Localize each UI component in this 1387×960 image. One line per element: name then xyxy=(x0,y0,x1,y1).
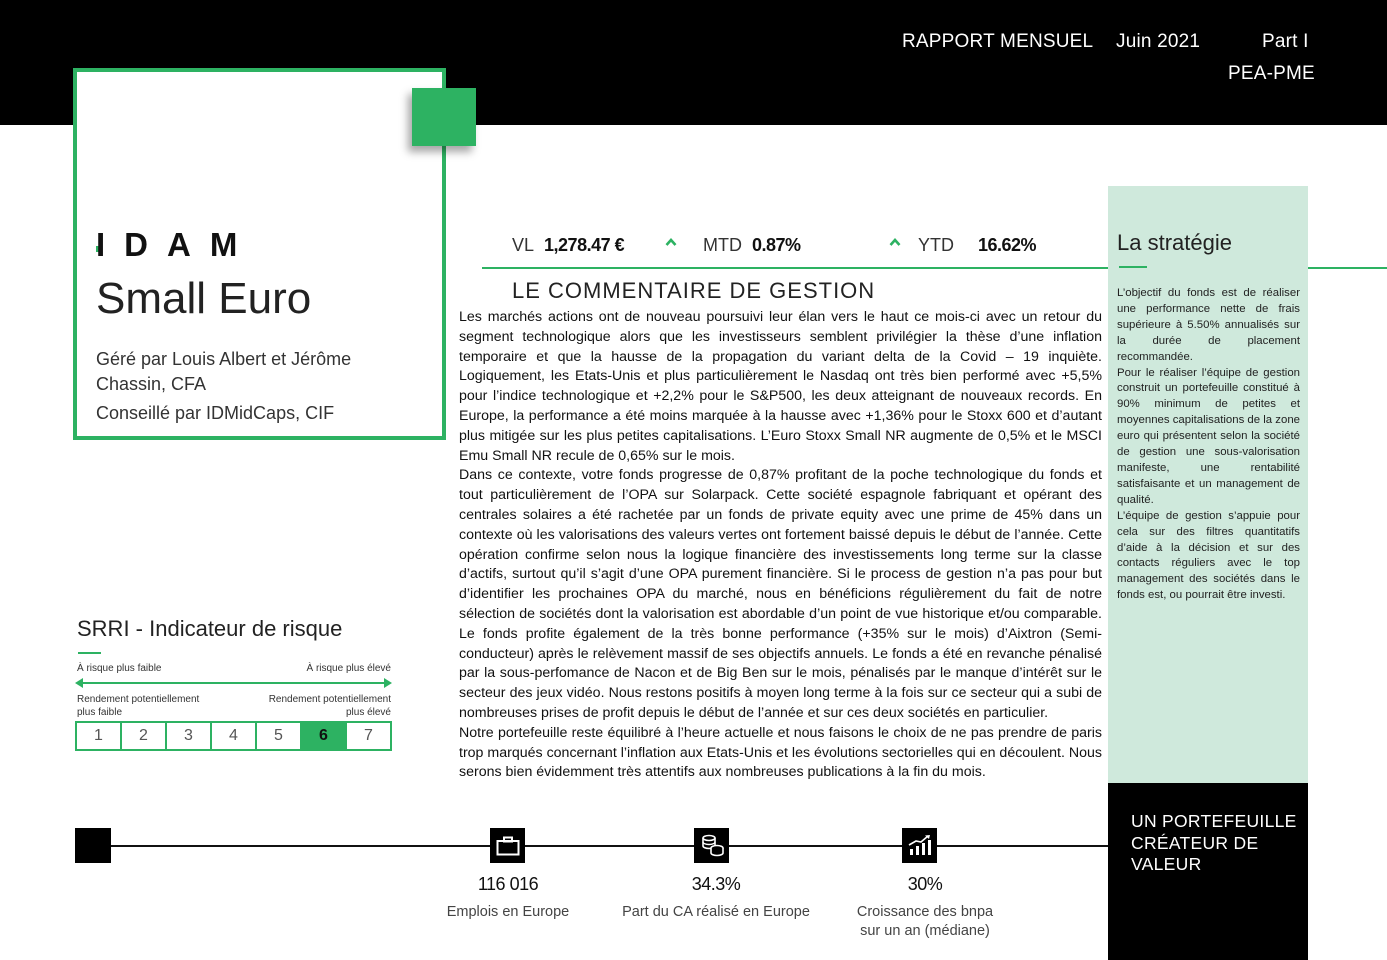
kpi-label: Emplois en Europe xyxy=(446,904,570,920)
coins-icon xyxy=(694,828,729,863)
fund-managers: Géré par Louis Albert et Jérôme Chassin, CFA xyxy=(96,349,352,394)
kpi-label: Part du CA réalisé en Europe xyxy=(622,904,810,920)
decorative-green-square xyxy=(412,88,476,146)
srri-high-return-label: Rendement potentiellement plus élevé xyxy=(268,694,391,718)
stat-mtd xyxy=(703,235,801,256)
strategy-title: La stratégie xyxy=(1117,230,1232,255)
stat-ytd-label: YTD xyxy=(918,235,954,255)
commentary-text xyxy=(459,308,1102,783)
srri-title: SRRI - Indicateur de risque xyxy=(77,616,343,641)
eligibility-label: PEA-PME xyxy=(1228,63,1315,84)
stat-vl-label: VL xyxy=(512,235,535,255)
srri-scale xyxy=(75,721,392,751)
stat-mtd-label: MTD xyxy=(703,235,742,255)
commentary-paragraph: Notre portefeuille reste équilibré à l’heure actuelle et nous faisons le choix de ne pas prendre de paris trop marqués concernant l’inflation aux Etats-Unis et les évolutions sectorielles qui en découlent. Nous serons bien évidemment très attentifs aux nombreuses publications à la fin du mois. xyxy=(459,724,1102,781)
tagline-text: UN PORTEFEUILLE CRÉATEUR DE VALEUR xyxy=(1131,811,1297,874)
strategy-paragraph: Pour le réaliser l’équipe de gestion construit un portefeuille constitué à 90% minimum de petites et moyennes capitalisations de la zone euro qui présentent selon la société de gestion une sous-valorisation manifeste, une rentabilité satisfaisante et un management de qualité. xyxy=(1117,366,1300,506)
srri-level: 1 xyxy=(77,723,122,749)
srri-level: 5 xyxy=(257,723,302,749)
timeline-line xyxy=(110,845,1108,847)
srri-low-return-label: Rendement potentiellement plus faible xyxy=(77,694,200,718)
share-class: Part I xyxy=(1262,31,1309,52)
srri-low-risk-label: À risque plus faible xyxy=(77,663,162,674)
srri-underline xyxy=(78,652,101,654)
stat-vl xyxy=(512,235,624,256)
stat-mtd-value: 0.87% xyxy=(752,235,801,255)
timeline-marker xyxy=(75,828,111,863)
srri-level: 6 xyxy=(302,723,347,749)
briefcase-icon xyxy=(490,828,525,863)
srri-level: 7 xyxy=(364,727,373,744)
strategy-text xyxy=(1117,286,1300,604)
strategy-paragraph: L’objectif du fonds est de réaliser une performance nette de frais supérieure à 5.50% annualisés sur la durée de placement recommandée. xyxy=(1117,287,1300,363)
fund-advisor: Conseillé par IDMidCaps, CIF xyxy=(96,403,335,423)
srri-high-risk-label: À risque plus élevé xyxy=(306,663,391,674)
stat-vl-value: 1,278.47 € xyxy=(544,235,625,255)
report-label: RAPPORT MENSUEL xyxy=(902,31,1094,52)
double-arrow-icon xyxy=(75,677,392,689)
fund-name: Small Euro xyxy=(96,274,312,323)
commentary-paragraph: Dans ce contexte, votre fonds progresse de 0,87% profitant de la poche technologique du fonds et tout particulièrement de l’OPA sur Solarpack. Cette société espagnole fabriquant et opérant des centrales solaires a été rachetée par un fonds de private equity avec une prime de 45% dans un contexte où les valorisations des valeurs vertes ont fortement baissé depuis le début de l’année. Cette opération confirme selon nous la logique financière des investissements long terme sur la classe d’actifs, surtout qu’il s’agit d’une OPA purement financière. Si le process de gestion n’a pas pour but d’identifier les prochaines OPA du marché, nous en bénéficions régulièrement du fait de notre sélection de sociétés dont la valorisation est abordable d’un point de vue historique et/ou comparable. Le fonds profite également de la très bonne performance (+35% sur le mois) d’Aixtron (Semi-conducteur) après le relèvement massif de ses objectifs annuels. Le fonds a été en revanche pénalisé par la sous-perfomance de Nacon et de Big Ben sur le mois, pénalisés par le manque d’intérêt sur le secteur des jeux vidéo. Nous restons positifs à moyen long terme à la fois sur ce secteur qui a subi de nombreuses prises de profit depuis le début de l’année et sur ces deux sociétés en particulier. xyxy=(459,467,1102,721)
commentary-title: LE COMMENTAIRE DE GESTION xyxy=(512,278,876,303)
srri-level: 3 xyxy=(167,723,212,749)
company-logo: IDAM xyxy=(96,226,257,263)
strategy-paragraph: L’équipe de gestion s’appuie pour cela sur des filtres quantitatifs d’aide à la décision et sur des contacts réguliers avec le top management des sociétés dans le fonds est, ou pourrait être investi. xyxy=(1117,509,1300,602)
report-date: Juin 2021 xyxy=(1116,31,1201,52)
stat-ytd-value: 16.62% xyxy=(978,235,1037,255)
growth-chart-icon xyxy=(902,828,937,863)
srri-level: 4 xyxy=(212,723,257,749)
kpi-label: Croissance des bnpa sur un an (médiane) xyxy=(856,904,994,939)
kpi-value: 30% xyxy=(907,874,943,894)
commentary-paragraph: Les marchés actions ont de nouveau poursuivi leur élan vers le haut ce mois-ci avec un retour du segment technologique alors que les investisseurs semblent privilégier la thèse d’une inflation temporaire et que la hausse de la propagation du variant delta de la Covid – 19 inquiète. Logiquement, les Etats-Unis et plus particulièrement le Nasdaq ont très bien performé avec +5,5% pour l’indice technologique et +2,2% pour le S&P500, les deux atteignant de nouveaux records. En Europe, la performance a été moins marquée à la hausse avec +1,36% pour le Stoxx 600 et d’autant plus mitigée sur les plus petites capitalisations. L’Euro Stoxx Small NR augmente de 0,5% et le MSCI Emu Small NR recule de 0,65% sur le mois. xyxy=(459,309,1102,464)
kpi-value: 34.3% xyxy=(691,874,741,894)
kpi-value: 116 016 xyxy=(477,874,539,894)
srri-level: 2 xyxy=(122,723,167,749)
strategy-underline xyxy=(1119,266,1147,268)
stat-ytd xyxy=(918,235,1036,256)
